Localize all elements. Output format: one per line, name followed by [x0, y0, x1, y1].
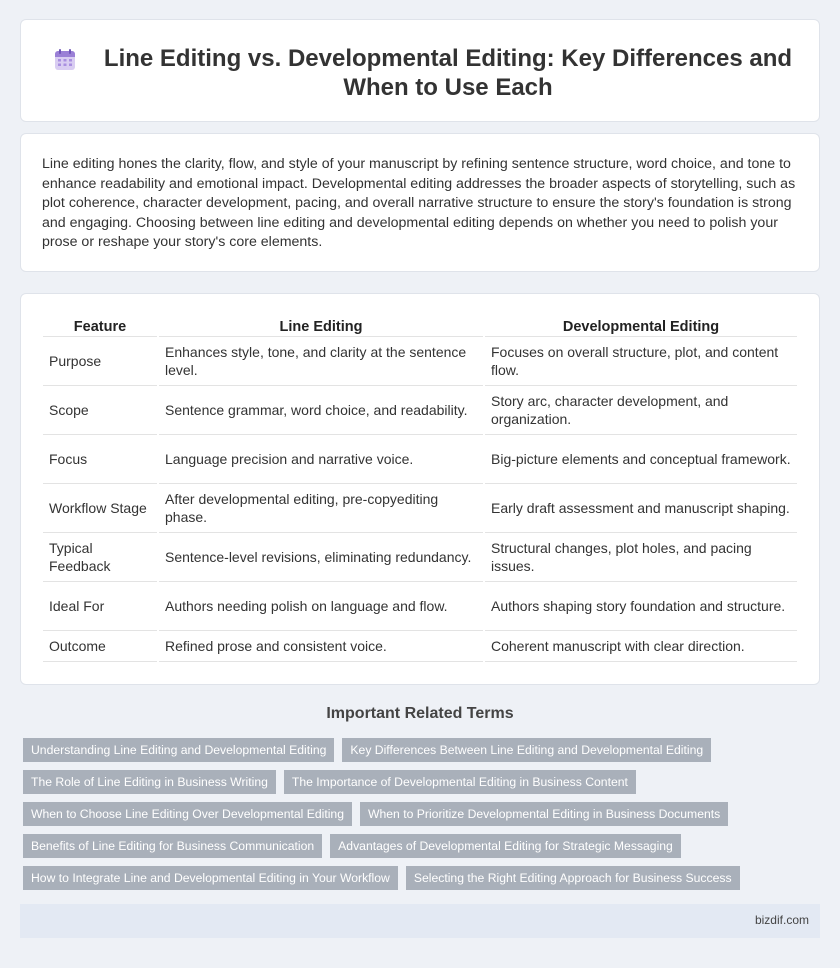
line-editing-cell: After developmental editing, pre-copyediting phase.: [159, 484, 483, 533]
page-title: Line Editing vs. Developmental Editing: Key Differences and When to Use Each: [103, 45, 793, 101]
feature-cell: Focus: [43, 435, 157, 484]
tag-row: [23, 802, 823, 826]
line-editing-cell: Sentence-level revisions, eliminating redundancy.: [159, 533, 483, 582]
column-header: Feature: [43, 316, 157, 337]
line-editing-cell: Enhances style, tone, and clarity at the sentence level.: [159, 337, 483, 386]
related-term-link[interactable]: The Importance of Developmental Editing in Business Content: [284, 770, 636, 794]
column-header: Developmental Editing: [485, 316, 797, 337]
table-row: [43, 337, 797, 386]
column-header: Line Editing: [159, 316, 483, 337]
feature-cell: Workflow Stage: [43, 484, 157, 533]
related-term-link[interactable]: Advantages of Developmental Editing for Strategic Messaging: [330, 834, 681, 858]
related-term-link[interactable]: The Role of Line Editing in Business Writing: [23, 770, 276, 794]
tag-row: [23, 834, 823, 858]
tag-row: [23, 770, 823, 794]
developmental-editing-cell: Story arc, character development, and organization.: [485, 386, 797, 435]
table-row: [43, 631, 797, 662]
feature-cell: Typical Feedback: [43, 533, 157, 582]
table-row: [43, 582, 797, 631]
developmental-editing-cell: Coherent manuscript with clear direction.: [485, 631, 797, 662]
table-row: [43, 533, 797, 582]
line-editing-cell: Language precision and narrative voice.: [159, 435, 483, 484]
developmental-editing-cell: Authors shaping story foundation and structure.: [485, 582, 797, 631]
feature-cell: Outcome: [43, 631, 157, 662]
developmental-editing-cell: Big-picture elements and conceptual framework.: [485, 435, 797, 484]
tag-row: [23, 866, 823, 890]
related-term-link[interactable]: Key Differences Between Line Editing and Developmental Editing: [342, 738, 711, 762]
table-header-row: [43, 316, 797, 337]
intro-paragraph: Line editing hones the clarity, flow, and style of your manuscript by refining sentence structure, word choice, and tone to enhance readability and emotional impact. Developmental editing addresses the broader aspects of storytelling, such as plot coherence, character development, pacing, and overall narrative structure to ensure the story's foundation is strong and engaging. Choosing between line editing and developmental editing depends on whether you need to polish your prose or reshape your story's core elements.: [42, 156, 796, 251]
table-row: [43, 435, 797, 484]
comparison-table: [41, 316, 799, 662]
comparison-card: [20, 293, 820, 685]
related-term-link[interactable]: When to Prioritize Developmental Editing in Business Documents: [360, 802, 728, 826]
related-term-link[interactable]: When to Choose Line Editing Over Developmental Editing: [23, 802, 352, 826]
related-term-link[interactable]: Selecting the Right Editing Approach for Business Success: [406, 866, 740, 890]
footer: [20, 904, 820, 938]
feature-cell: Ideal For: [43, 582, 157, 631]
table-row: [43, 484, 797, 533]
title-card: [20, 19, 820, 122]
feature-cell: Scope: [43, 386, 157, 435]
feature-cell: Purpose: [43, 337, 157, 386]
related-term-link[interactable]: How to Integrate Line and Developmental Editing in Your Workflow: [23, 866, 398, 890]
table-row: [43, 386, 797, 435]
site-name: bizdif.com: [754, 913, 809, 927]
related-term-link[interactable]: Understanding Line Editing and Developmental Editing: [23, 738, 334, 762]
developmental-editing-cell: Focuses on overall structure, plot, and content flow.: [485, 337, 797, 386]
tag-row: [23, 738, 823, 762]
related-term-link[interactable]: Benefits of Line Editing for Business Communication: [23, 834, 322, 858]
intro-card: [20, 133, 820, 272]
developmental-editing-cell: Structural changes, plot holes, and pacing issues.: [485, 533, 797, 582]
line-editing-cell: Authors needing polish on language and flow.: [159, 582, 483, 631]
related-terms-heading: Important Related Terms: [326, 705, 514, 722]
related-terms-list: [23, 738, 823, 898]
line-editing-cell: Refined prose and consistent voice.: [159, 631, 483, 662]
line-editing-cell: Sentence grammar, word choice, and readability.: [159, 386, 483, 435]
developmental-editing-cell: Early draft assessment and manuscript shaping.: [485, 484, 797, 533]
